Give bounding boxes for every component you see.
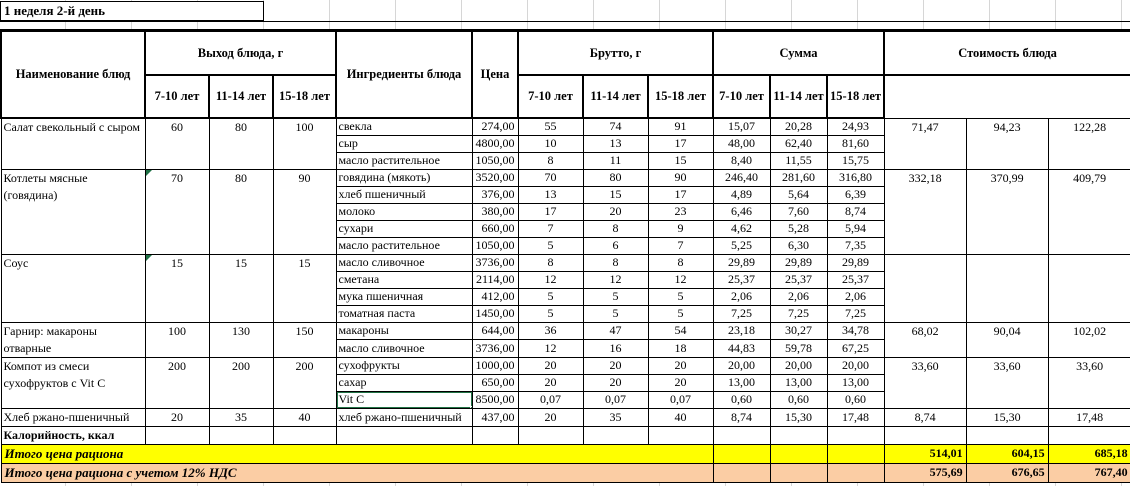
dish-cost-cell[interactable] — [1048, 254, 1130, 322]
gross-cell[interactable]: 0,07 — [648, 391, 713, 408]
gross-cell[interactable]: 15 — [583, 186, 648, 203]
output-cell[interactable]: 80 — [209, 118, 273, 169]
dish-cost-cell[interactable]: 15,30 — [966, 408, 1048, 426]
price-cell[interactable]: 8500,00 — [472, 391, 518, 408]
price-cell[interactable]: 1050,00 — [472, 237, 518, 254]
ingredient-row — [1, 118, 1130, 135]
ingredient-cell[interactable]: масло растительное — [336, 152, 472, 169]
sum-cell[interactable]: 13,00 — [713, 374, 770, 391]
ingredient-row — [1, 408, 1130, 426]
output-cell[interactable]: 200 — [145, 357, 209, 408]
empty-cell[interactable] — [518, 426, 583, 444]
dish-cost-cell[interactable]: 122,28 — [1048, 118, 1130, 169]
empty-cell[interactable] — [827, 463, 884, 482]
gross-cell[interactable]: 5 — [518, 288, 583, 305]
sum-cell[interactable]: 24,93 — [827, 118, 884, 135]
gross-cell[interactable]: 90 — [648, 169, 713, 186]
dish-cost-cell[interactable]: 8,74 — [884, 408, 966, 426]
price-cell[interactable]: 376,00 — [472, 186, 518, 203]
col-header-gross-group[interactable]: Брутто, г — [518, 31, 713, 75]
price-cell[interactable]: 4800,00 — [472, 135, 518, 152]
calories-row — [1, 426, 1130, 444]
gross-cell[interactable]: 0,07 — [518, 391, 583, 408]
sum-cell[interactable]: 7,60 — [770, 203, 827, 220]
gross-cell[interactable]: 0,07 — [583, 391, 648, 408]
sum-cell[interactable]: 0,60 — [713, 391, 770, 408]
total-value-cell[interactable]: 767,40 — [1048, 463, 1130, 482]
sum-cell[interactable]: 30,27 — [770, 322, 827, 340]
sum-cell[interactable]: 44,83 — [713, 340, 770, 358]
dish-cost-cell[interactable]: 17,48 — [1048, 408, 1130, 426]
sum-cell[interactable]: 48,00 — [713, 135, 770, 152]
sum-cell[interactable]: 5,64 — [770, 186, 827, 203]
gross-cell[interactable]: 8 — [648, 254, 713, 271]
empty-cell[interactable] — [827, 444, 884, 463]
output-cell[interactable]: 130 — [209, 322, 273, 357]
sum-cell[interactable]: 13,00 — [770, 374, 827, 391]
sum-cell[interactable]: 246,40 — [713, 169, 770, 186]
sum-cell[interactable]: 2,06 — [770, 288, 827, 305]
sum-cell[interactable]: 25,37 — [827, 271, 884, 288]
price-cell[interactable]: 644,00 — [472, 322, 518, 340]
gross-cell[interactable]: 36 — [518, 322, 583, 340]
gross-cell[interactable]: 20 — [518, 357, 583, 374]
dish-cost-cell[interactable] — [884, 254, 966, 322]
dish-cost-cell[interactable]: 33,60 — [966, 357, 1048, 408]
empty-cell[interactable] — [583, 426, 648, 444]
ingredient-cell[interactable]: свекла — [336, 118, 472, 135]
gross-cell[interactable]: 10 — [518, 135, 583, 152]
output-cell[interactable]: 60 — [145, 118, 209, 169]
menu-cost-table — [0, 30, 1130, 483]
sum-cell[interactable]: 13,00 — [827, 374, 884, 391]
price-cell[interactable]: 2114,00 — [472, 271, 518, 288]
ingredient-cell[interactable]: молоко — [336, 203, 472, 220]
sum-cell[interactable]: 281,60 — [770, 169, 827, 186]
price-cell[interactable]: 380,00 — [472, 203, 518, 220]
sum-cell[interactable]: 7,25 — [827, 305, 884, 322]
gross-cell[interactable]: 7 — [648, 237, 713, 254]
output-cell[interactable] — [145, 254, 209, 322]
gross-cell[interactable]: 12 — [583, 271, 648, 288]
col-header-sum-group[interactable]: Сумма — [713, 31, 884, 75]
gross-cell[interactable]: 16 — [583, 340, 648, 358]
gross-cell[interactable]: 8 — [583, 254, 648, 271]
gross-cell[interactable]: 54 — [648, 322, 713, 340]
dish-cost-cell[interactable]: 332,18 — [884, 169, 966, 254]
ingredient-cell[interactable]: макароны — [336, 322, 472, 340]
ingredient-cell[interactable]: масло сливочное — [336, 340, 472, 358]
output-cell[interactable]: 15 — [273, 254, 336, 322]
total-label-cell[interactable]: Итого цена рациона — [1, 444, 713, 463]
sum-cell[interactable]: 29,89 — [770, 254, 827, 271]
sum-cell[interactable]: 15,07 — [713, 118, 770, 135]
gross-cell[interactable]: 17 — [648, 135, 713, 152]
dish-name-cell[interactable]: Компот из смеси сухофруктов с Vit C — [1, 357, 145, 408]
gross-cell[interactable]: 7 — [518, 220, 583, 237]
price-cell[interactable]: 1050,00 — [472, 152, 518, 169]
total-label-cell[interactable]: Итого цена рациона с учетом 12% НДС — [1, 463, 713, 482]
sum-cell[interactable]: 8,40 — [713, 152, 770, 169]
sum-cell[interactable]: 4,89 — [713, 186, 770, 203]
empty-cell[interactable] — [472, 426, 518, 444]
gross-cell[interactable]: 17 — [518, 203, 583, 220]
sum-cell[interactable]: 2,06 — [713, 288, 770, 305]
dish-cost-cell[interactable]: 33,60 — [884, 357, 966, 408]
empty-cell[interactable] — [966, 426, 1048, 444]
sum-cell[interactable]: 23,18 — [713, 322, 770, 340]
empty-cell[interactable] — [1048, 426, 1130, 444]
dish-cost-cell[interactable]: 370,99 — [966, 169, 1048, 254]
empty-cell[interactable] — [827, 426, 884, 444]
sum-cell[interactable]: 20,28 — [770, 118, 827, 135]
sheet-title-cell[interactable]: 1 неделя 2-й день — [0, 1, 264, 21]
dish-name-cell[interactable]: Соус — [1, 254, 145, 322]
total-value-cell[interactable]: 514,01 — [884, 444, 966, 463]
sum-cell[interactable]: 25,37 — [713, 271, 770, 288]
dish-name-cell[interactable]: Котлеты мясные (говядина) — [1, 169, 145, 254]
col-header-age-sum-1[interactable]: 7-10 лет — [713, 75, 770, 118]
price-cell[interactable]: 3736,00 — [472, 340, 518, 358]
empty-cell[interactable] — [770, 426, 827, 444]
gross-cell[interactable]: 20 — [518, 408, 583, 426]
selection-fill-handle[interactable] — [470, 406, 473, 409]
col-header-price[interactable]: Цена — [472, 31, 518, 118]
gross-cell[interactable]: 47 — [583, 322, 648, 340]
col-header-age-gross-2[interactable]: 11-14 лет — [583, 75, 648, 118]
dish-cost-cell[interactable]: 409,79 — [1048, 169, 1130, 254]
gross-cell[interactable]: 15 — [648, 152, 713, 169]
dish-cost-cell[interactable]: 90,04 — [966, 322, 1048, 357]
ingredient-cell[interactable]: сыр — [336, 135, 472, 152]
gross-cell[interactable]: 20 — [583, 203, 648, 220]
gridline — [0, 21, 1130, 22]
output-cell[interactable]: 20 — [145, 408, 209, 426]
price-cell[interactable]: 437,00 — [472, 408, 518, 426]
sum-cell[interactable]: 6,30 — [770, 237, 827, 254]
gross-cell[interactable]: 5 — [648, 305, 713, 322]
dish-cost-cell[interactable]: 94,23 — [966, 118, 1048, 169]
dish-cost-cell[interactable]: 33,60 — [1048, 357, 1130, 408]
sum-cell[interactable]: 59,78 — [770, 340, 827, 358]
sheet-top-strip — [0, 0, 1130, 30]
sheet-bottom-strip — [0, 483, 1130, 486]
empty-cell[interactable] — [209, 426, 273, 444]
ingredient-cell[interactable]: говядина (мякоть) — [336, 169, 472, 186]
ingredient-cell[interactable]: мука пшеничная — [336, 288, 472, 305]
ingredient-row — [1, 322, 1130, 340]
gross-cell[interactable]: 5 — [583, 288, 648, 305]
ingredient-cell[interactable]: сахар — [336, 374, 472, 391]
sum-cell[interactable]: 81,60 — [827, 135, 884, 152]
empty-cell[interactable] — [648, 426, 713, 444]
sum-cell[interactable]: 7,25 — [770, 305, 827, 322]
gross-cell[interactable]: 5 — [648, 288, 713, 305]
empty-cell[interactable] — [145, 426, 209, 444]
col-header-age-gross-1[interactable]: 7-10 лет — [518, 75, 583, 118]
price-cell[interactable]: 650,00 — [472, 374, 518, 391]
empty-cell[interactable] — [770, 463, 827, 482]
gross-cell[interactable]: 20 — [648, 374, 713, 391]
total-value-cell[interactable]: 575,69 — [884, 463, 966, 482]
output-value: 70 — [171, 170, 183, 185]
sum-cell[interactable]: 20,00 — [827, 357, 884, 374]
selected-cell-text: Vit C — [338, 392, 365, 406]
total-value-cell[interactable]: 604,15 — [966, 444, 1048, 463]
sum-cell[interactable]: 316,80 — [827, 169, 884, 186]
sum-cell[interactable]: 15,30 — [770, 408, 827, 426]
sum-cell[interactable]: 0,60 — [827, 391, 884, 408]
dish-cost-cell[interactable]: 71,47 — [884, 118, 966, 169]
total-row-ration-price-vat — [1, 463, 1130, 482]
ingredient-cell[interactable]: хлеб пшеничный — [336, 186, 472, 203]
sum-cell[interactable]: 25,37 — [770, 271, 827, 288]
gross-cell[interactable]: 20 — [648, 357, 713, 374]
total-row-ration-price — [1, 444, 1130, 463]
sum-cell[interactable]: 67,25 — [827, 340, 884, 358]
gross-cell[interactable]: 8 — [583, 220, 648, 237]
price-cell[interactable]: 3520,00 — [472, 169, 518, 186]
gross-cell[interactable]: 91 — [648, 118, 713, 135]
gross-cell[interactable]: 11 — [583, 152, 648, 169]
gross-cell[interactable]: 70 — [518, 169, 583, 186]
sum-cell[interactable]: 8,74 — [827, 203, 884, 220]
output-cell[interactable]: 150 — [273, 322, 336, 357]
ingredient-cell-selected[interactable] — [336, 391, 472, 408]
sum-cell[interactable]: 6,39 — [827, 186, 884, 203]
gross-cell[interactable]: 17 — [648, 186, 713, 203]
price-cell[interactable]: 274,00 — [472, 118, 518, 135]
gross-cell[interactable]: 20 — [518, 374, 583, 391]
empty-cell[interactable] — [713, 426, 770, 444]
gross-cell[interactable]: 20 — [583, 374, 648, 391]
gross-cell[interactable]: 9 — [648, 220, 713, 237]
gross-cell[interactable]: 35 — [583, 408, 648, 426]
gross-cell[interactable]: 80 — [583, 169, 648, 186]
col-header-age-output-3[interactable]: 15-18 лет — [273, 75, 336, 118]
sum-cell[interactable]: 29,89 — [713, 254, 770, 271]
error-flag-icon — [146, 170, 152, 176]
col-header-age-sum-2[interactable]: 11-14 лет — [770, 75, 827, 118]
sum-cell[interactable]: 17,48 — [827, 408, 884, 426]
sum-cell[interactable]: 62,40 — [770, 135, 827, 152]
sum-cell[interactable]: 11,55 — [770, 152, 827, 169]
price-cell[interactable]: 1450,00 — [472, 305, 518, 322]
dish-name-cell[interactable]: Гарнир: макароны отварные — [1, 322, 145, 357]
dish-name-cell[interactable]: Салат свекольный с сыром — [1, 118, 145, 169]
gross-cell[interactable]: 20 — [583, 357, 648, 374]
col-header-ingredients[interactable]: Ингредиенты блюда — [336, 31, 472, 118]
col-header-age-output-2[interactable]: 11-14 лет — [209, 75, 273, 118]
sum-cell[interactable]: 20,00 — [770, 357, 827, 374]
output-cell[interactable]: 200 — [273, 357, 336, 408]
gross-cell[interactable]: 74 — [583, 118, 648, 135]
output-cell[interactable]: 100 — [145, 322, 209, 357]
sum-cell[interactable]: 6,46 — [713, 203, 770, 220]
ingredient-row — [1, 169, 1130, 186]
empty-cell[interactable] — [273, 426, 336, 444]
gross-cell[interactable]: 55 — [518, 118, 583, 135]
sum-cell[interactable]: 7,35 — [827, 237, 884, 254]
empty-cell[interactable] — [336, 426, 472, 444]
dish-cost-cell[interactable]: 68,02 — [884, 322, 966, 357]
gross-cell[interactable]: 12 — [518, 340, 583, 358]
col-header-age-gross-3[interactable]: 15-18 лет — [648, 75, 713, 118]
empty-cell[interactable] — [770, 444, 827, 463]
sum-cell[interactable]: 5,94 — [827, 220, 884, 237]
gross-cell[interactable]: 12 — [648, 271, 713, 288]
sum-cell[interactable]: 0,60 — [770, 391, 827, 408]
gross-cell[interactable]: 8 — [518, 152, 583, 169]
ingredient-cell[interactable]: сухофрукты — [336, 357, 472, 374]
gross-cell[interactable]: 5 — [518, 305, 583, 322]
output-value: 15 — [171, 255, 183, 270]
ingredient-row — [1, 357, 1130, 374]
gross-cell[interactable]: 6 — [583, 237, 648, 254]
ingredient-cell[interactable]: сметана — [336, 271, 472, 288]
sum-cell[interactable]: 34,78 — [827, 322, 884, 340]
gross-cell[interactable]: 18 — [648, 340, 713, 358]
output-cell[interactable]: 90 — [273, 169, 336, 254]
output-cell[interactable]: 100 — [273, 118, 336, 169]
output-cell[interactable]: 80 — [209, 169, 273, 254]
price-cell[interactable]: 1000,00 — [472, 357, 518, 374]
sum-cell[interactable]: 2,06 — [827, 288, 884, 305]
dish-name-cell[interactable]: Хлеб ржано-пшеничный — [1, 408, 145, 426]
ingredient-cell[interactable]: томатная паста — [336, 305, 472, 322]
output-cell[interactable]: 40 — [273, 408, 336, 426]
output-cell[interactable]: 35 — [209, 408, 273, 426]
gross-cell[interactable]: 5 — [583, 305, 648, 322]
sum-cell[interactable]: 7,25 — [713, 305, 770, 322]
price-cell[interactable]: 3736,00 — [472, 254, 518, 271]
ingredient-cell[interactable]: хлеб ржано-пшеничный — [336, 408, 472, 426]
dish-cost-cell[interactable] — [966, 254, 1048, 322]
sum-cell[interactable]: 29,89 — [827, 254, 884, 271]
col-header-age-sum-3[interactable]: 15-18 лет — [827, 75, 884, 118]
calories-label-cell[interactable]: Калорийность, ккал — [1, 426, 145, 444]
sum-cell[interactable]: 5,28 — [770, 220, 827, 237]
col-header-dish-name[interactable]: Наименование блюд — [1, 31, 145, 118]
ingredient-cell[interactable]: масло растительное — [336, 237, 472, 254]
ingredient-row — [1, 254, 1130, 271]
total-value-cell[interactable]: 685,18 — [1048, 444, 1130, 463]
error-flag-icon — [146, 255, 152, 261]
price-cell[interactable]: 660,00 — [472, 220, 518, 237]
output-cell[interactable] — [145, 169, 209, 254]
gross-cell[interactable]: 23 — [648, 203, 713, 220]
sum-cell[interactable]: 15,75 — [827, 152, 884, 169]
gross-cell[interactable]: 8 — [518, 254, 583, 271]
empty-cell[interactable] — [713, 444, 770, 463]
empty-cell[interactable] — [713, 463, 770, 482]
total-value-cell[interactable]: 676,65 — [966, 463, 1048, 482]
gross-cell[interactable]: 40 — [648, 408, 713, 426]
gross-cell[interactable]: 5 — [518, 237, 583, 254]
ingredient-cell[interactable]: масло сливочное — [336, 254, 472, 271]
gross-cell[interactable]: 13 — [518, 186, 583, 203]
dish-cost-cell[interactable]: 102,02 — [1048, 322, 1130, 357]
output-cell[interactable]: 200 — [209, 357, 273, 408]
col-header-age-output-1[interactable]: 7-10 лет — [145, 75, 209, 118]
output-cell[interactable]: 15 — [209, 254, 273, 322]
price-cell[interactable]: 412,00 — [472, 288, 518, 305]
sum-cell[interactable]: 4,62 — [713, 220, 770, 237]
ingredient-cell[interactable]: сухари — [336, 220, 472, 237]
gross-cell[interactable]: 12 — [518, 271, 583, 288]
col-header-cost-group[interactable]: Стоимость блюда — [884, 31, 1130, 75]
col-header-output-group[interactable]: Выход блюда, г — [145, 31, 336, 75]
sum-cell[interactable]: 8,74 — [713, 408, 770, 426]
sum-cell[interactable]: 20,00 — [713, 357, 770, 374]
empty-cell[interactable] — [884, 426, 966, 444]
gross-cell[interactable]: 13 — [583, 135, 648, 152]
sum-cell[interactable]: 5,25 — [713, 237, 770, 254]
